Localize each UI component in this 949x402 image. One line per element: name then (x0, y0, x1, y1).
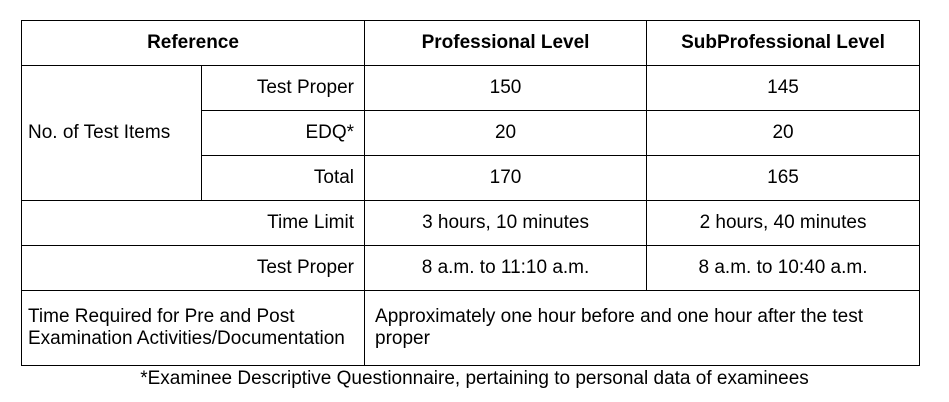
exam-details-table (21, 20, 920, 366)
cell-subprofessional-test-proper: 145 (647, 66, 920, 111)
table-row (22, 66, 920, 111)
row-label-total: Total (202, 156, 365, 201)
header-professional-level: Professional Level (365, 21, 647, 66)
cell-professional-test-proper-time: 8 a.m. to 11:10 a.m. (365, 246, 647, 291)
row-label-pre-post: Time Required for Pre and Post Examination Activities/Documentation (22, 291, 365, 366)
table-row (22, 201, 920, 246)
table-row (22, 246, 920, 291)
row-label-edq: EDQ* (202, 111, 365, 156)
cell-professional-total: 170 (365, 156, 647, 201)
cell-pre-post-value: Approximately one hour before and one hour after the test proper (365, 291, 920, 366)
row-label-test-proper: Test Proper (202, 66, 365, 111)
cell-subprofessional-test-proper-time: 8 a.m. to 10:40 a.m. (647, 246, 920, 291)
cell-professional-edq: 20 (365, 111, 647, 156)
header-subprofessional-level: SubProfessional Level (647, 21, 920, 66)
cell-professional-time-limit: 3 hours, 10 minutes (365, 201, 647, 246)
table-row (22, 291, 920, 366)
cell-professional-test-proper: 150 (365, 66, 647, 111)
header-reference: Reference (22, 21, 365, 66)
cell-subprofessional-total: 165 (647, 156, 920, 201)
row-label-test-proper-time: Test Proper (22, 246, 365, 291)
row-label-time-limit: Time Limit (22, 201, 365, 246)
items-group-label: No. of Test Items (22, 66, 202, 201)
cell-subprofessional-time-limit: 2 hours, 40 minutes (647, 201, 920, 246)
cell-subprofessional-edq: 20 (647, 111, 920, 156)
header-row (22, 21, 920, 66)
footnote: *Examinee Descriptive Questionnaire, pertaining to personal data of examinees (140, 368, 809, 389)
